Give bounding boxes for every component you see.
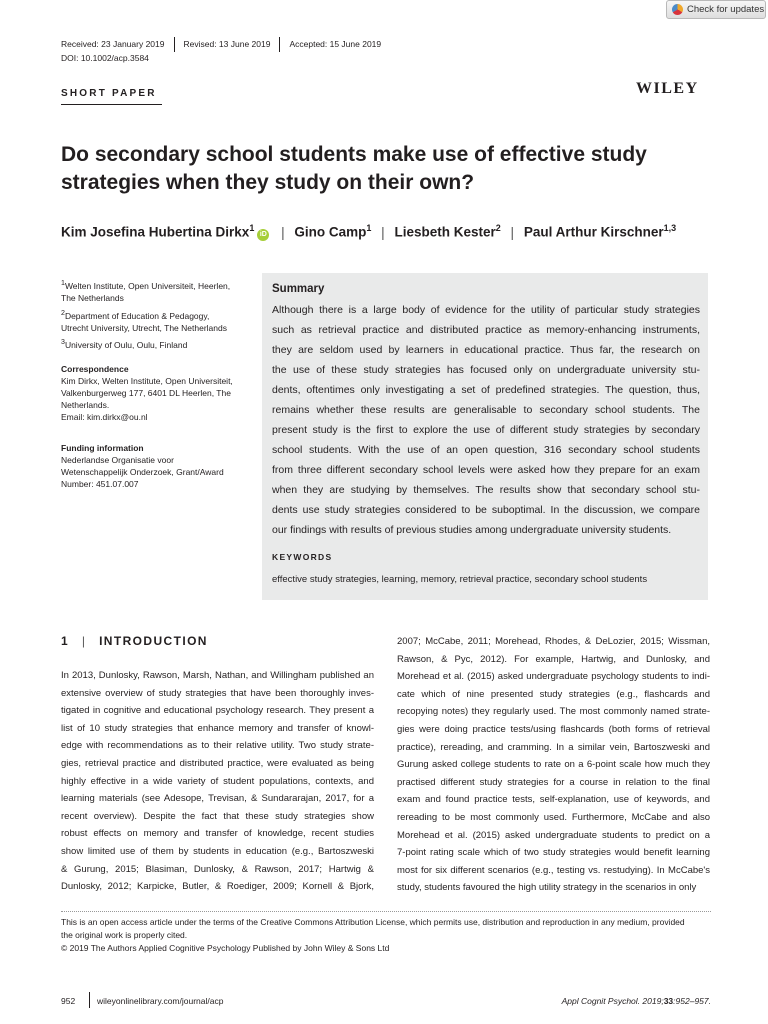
body-line: practised different study strategies for a course in relation to the final: [397, 776, 710, 788]
author-name[interactable]: Kim Josefina Hubertina Dirkx: [61, 224, 250, 240]
affiliation: [61, 277, 251, 304]
body-line: recent overview). Despite the fact that these study strategies show: [61, 810, 374, 822]
affiliation-line: Utrecht University, Utrecht, The Netherlands: [61, 322, 227, 333]
orcid-icon[interactable]: iD: [257, 229, 269, 241]
body-line: rereading to be most commonly used. Furthermore, McCabe and also: [397, 812, 710, 823]
summary-line: Although there is a large body of evidence for the utility of particular study strategies: [272, 304, 700, 316]
section-number: 1: [61, 634, 70, 648]
correspondence: [61, 363, 251, 423]
check-for-updates-label: Check for updates: [687, 4, 765, 15]
keywords-heading: KEYWORDS: [272, 552, 333, 562]
received-date: Received: 23 January 2019: [61, 39, 165, 49]
check-for-updates-button[interactable]: [666, 0, 766, 19]
author-affiliation-sup: 1,3: [663, 223, 677, 233]
publisher-logo: WILEY: [636, 80, 699, 97]
author-affiliation-sup: 1: [366, 223, 372, 233]
author-separator: |: [281, 224, 285, 240]
affiliation-line: Department of Education & Pedagogy,: [64, 310, 210, 321]
title-line: Do secondary school students make use of effective study: [61, 143, 647, 166]
summary-line: such as retrieval practice and distributed practice as memory-enhancing instruments,: [272, 324, 700, 336]
body-line: robust effects on memory and transfer of knowledge, recent studies: [61, 828, 374, 840]
affiliation-line: Welten Institute, Open Universiteit, Heerlen,: [64, 280, 231, 291]
body-line: Morehead et al. (2015) asked undergraduate students to predict on a: [397, 829, 710, 841]
body-line: cate which of nine presented study strategies (e.g., flashcards and: [397, 688, 710, 700]
summary-line: remains whether these results are generalisable to secondary school students. The: [272, 404, 700, 416]
affiliation-sup: 3: [61, 338, 65, 346]
affiliation-line: The Netherlands: [61, 292, 124, 303]
citation-year: 2019;: [642, 996, 664, 1006]
body-line: & Gurung, 2015; Blasiman, Dunlosky, & Rawson, 2017; Hartwig &: [61, 863, 374, 875]
funding-line: Nederlandse Organisatie voor: [61, 455, 174, 465]
author-affiliation-sup: 2: [495, 223, 501, 233]
summary-box: [262, 273, 708, 600]
body-line: 7-point rating scale which of two study strategies would benefit learning: [397, 847, 710, 859]
correspondence-line: Kim Dirkx, Welten Institute, Open Universiteit,: [61, 376, 233, 386]
affiliation: [61, 336, 251, 351]
summary-line: our findings with results of previous studies among undergraduate university students.: [272, 524, 672, 536]
body-line: 2007; McCabe, 2011; Morehead, Rhodes, & DeLozier, 2015; Wissman,: [397, 636, 710, 647]
citation-pages: :952–957.: [673, 996, 711, 1006]
footnote-divider: [61, 911, 711, 912]
copyright-line: © 2019 The Authors Applied Cognitive Psychology Published by John Wiley & Sons Ltd: [61, 943, 390, 953]
journal-citation: [520, 996, 711, 1006]
section-title: INTRODUCTION: [99, 634, 208, 648]
article-dates: [61, 37, 390, 52]
article-title: [61, 141, 721, 197]
body-line: highly effective in a wide variety of student populations, contexts, and: [61, 775, 374, 787]
body-line: gies, retrieval practice and distributed practice, were evaluated as being: [61, 758, 374, 769]
summary-line: from three different secondary school levels were asked how they prepare for an exam: [272, 464, 700, 476]
body-line: exam and found practice tests, self-explanation, use of keywords, and: [397, 794, 710, 806]
body-line: Rawson, & Pyc, 2012). For example, Hartwig, and Dunlosky, and: [397, 653, 710, 665]
body-line: tigated in cognitive and educational psychology research. They present a: [61, 705, 374, 717]
funding-line: Number: 451.07.007: [61, 479, 139, 489]
summary-line: dents use study strategies considered to be suboptimal. In the discussion, we compare: [272, 504, 700, 516]
section-separator: |: [81, 634, 87, 648]
body-line: practice), rereading, and cramming. In a similar vein, Bartoszweski and: [397, 741, 710, 753]
body-line: list of 10 study strategies that enhance memory and transfer of knowl-: [61, 722, 374, 734]
body-line: Morehead et al. (2015) asked undergraduate psychology students to indi-: [397, 671, 710, 683]
body-line: Dunlosky, 2012; Karpicke, Butler, & Roediger, 2009; Kornell & Bjork,: [61, 881, 374, 893]
summary-line: present study is the first to explore the use of different study strategies by secondary: [272, 424, 700, 436]
accepted-date: Accepted: 15 June 2019: [279, 37, 390, 52]
body-line: Gurung asked college students to rate on a 6-point scale how much they: [397, 759, 710, 771]
summary-line: the use of these study strategies has focused only on undergraduate university stu-: [272, 364, 700, 376]
license-line: This is an open access article under the terms of the Creative Commons Attribution License, which permits use, distribution and reproduction in any medium, provided: [61, 917, 685, 927]
body-line: gies were doing practice tests/using flashcards (both forms of retrieval: [397, 724, 710, 735]
author-separator: |: [510, 224, 515, 240]
body-line: study, students favoured the high utility strategy in the scenarios in only: [397, 882, 697, 894]
body-line: show limited use of them by students in education (e.g., Bartoszweski: [61, 846, 374, 857]
citation-volume: 33: [663, 996, 674, 1006]
affiliation: [61, 307, 251, 334]
affiliation-sup: 1: [61, 279, 65, 287]
section-heading: [61, 634, 208, 648]
doi[interactable]: DOI: 10.1002/acp.3584: [61, 53, 149, 63]
author-name[interactable]: Liesbeth Kester: [394, 224, 496, 240]
summary-line: they are seldom used by learners in educational practice. Thus far, the research on: [272, 344, 700, 356]
crossmark-icon: [672, 4, 683, 15]
affiliation-sup: 2: [61, 309, 65, 317]
body-line: In 2013, Dunlosky, Rawson, Marsh, Nathan, and Willingham published an: [61, 670, 374, 681]
correspondence-heading: Correspondence: [61, 364, 129, 374]
footer-divider: [89, 992, 90, 1008]
funding-heading: Funding information: [61, 443, 144, 453]
body-line: most for six different scenarios (e.g., testing vs. restudying). In McCabe's: [397, 864, 710, 876]
journal-name: Appl Cognit Psychol.: [561, 996, 641, 1006]
correspondence-email[interactable]: Email: kim.dirkx@ou.nl: [61, 412, 148, 422]
revised-date: Revised: 13 June 2019: [174, 37, 280, 52]
affiliation-line: University of Oulu, Oulu, Finland: [64, 339, 188, 350]
author-name[interactable]: Paul Arthur Kirschner: [523, 224, 664, 240]
author-separator: |: [381, 224, 385, 240]
article-type: SHORT PAPER: [61, 88, 157, 99]
funding: [61, 442, 251, 490]
summary-line: dents, oftentimes only investigating a set of predefined strategies. The question, thus,: [272, 384, 700, 396]
body-line: edge with recommendations as to their relative utility. Two study strate-: [61, 740, 374, 752]
correspondence-line: Valkenburgerweg 177, 6401 DL Heerlen, The: [61, 388, 231, 398]
summary-line: school students. With the use of an open question, 316 secondary school students: [272, 444, 700, 456]
article-type-underline: [61, 104, 162, 105]
author-name[interactable]: Gino Camp: [294, 224, 367, 240]
body-line: recopying notes) they regularly used. The most commonly named strate-: [397, 706, 710, 718]
body-line: extensive overview of study strategies that have been thoroughly inves-: [61, 687, 374, 699]
author-affiliation-sup: 1: [249, 223, 255, 233]
title-line: strategies when they study on their own?: [61, 171, 475, 194]
body-line: learning materials (see Adesope, Trevisan, & Sundararajan, 2017, for a: [61, 793, 374, 805]
license-line: the original work is properly cited.: [61, 930, 188, 940]
author-list: [61, 223, 741, 241]
page-number: 952: [61, 996, 76, 1006]
funding-line: Wetenschappelijk Onderzoek, Grant/Award: [61, 467, 224, 477]
summary-heading: Summary: [272, 283, 325, 295]
keywords-list: effective study strategies, learning, memory, retrieval practice, secondary school students: [272, 574, 648, 585]
journal-url[interactable]: wileyonlinelibrary.com/journal/acp: [97, 996, 224, 1006]
correspondence-line: Netherlands.: [61, 400, 110, 410]
summary-line: when they are studying by themselves. The results show that secondary school stu-: [272, 484, 700, 496]
